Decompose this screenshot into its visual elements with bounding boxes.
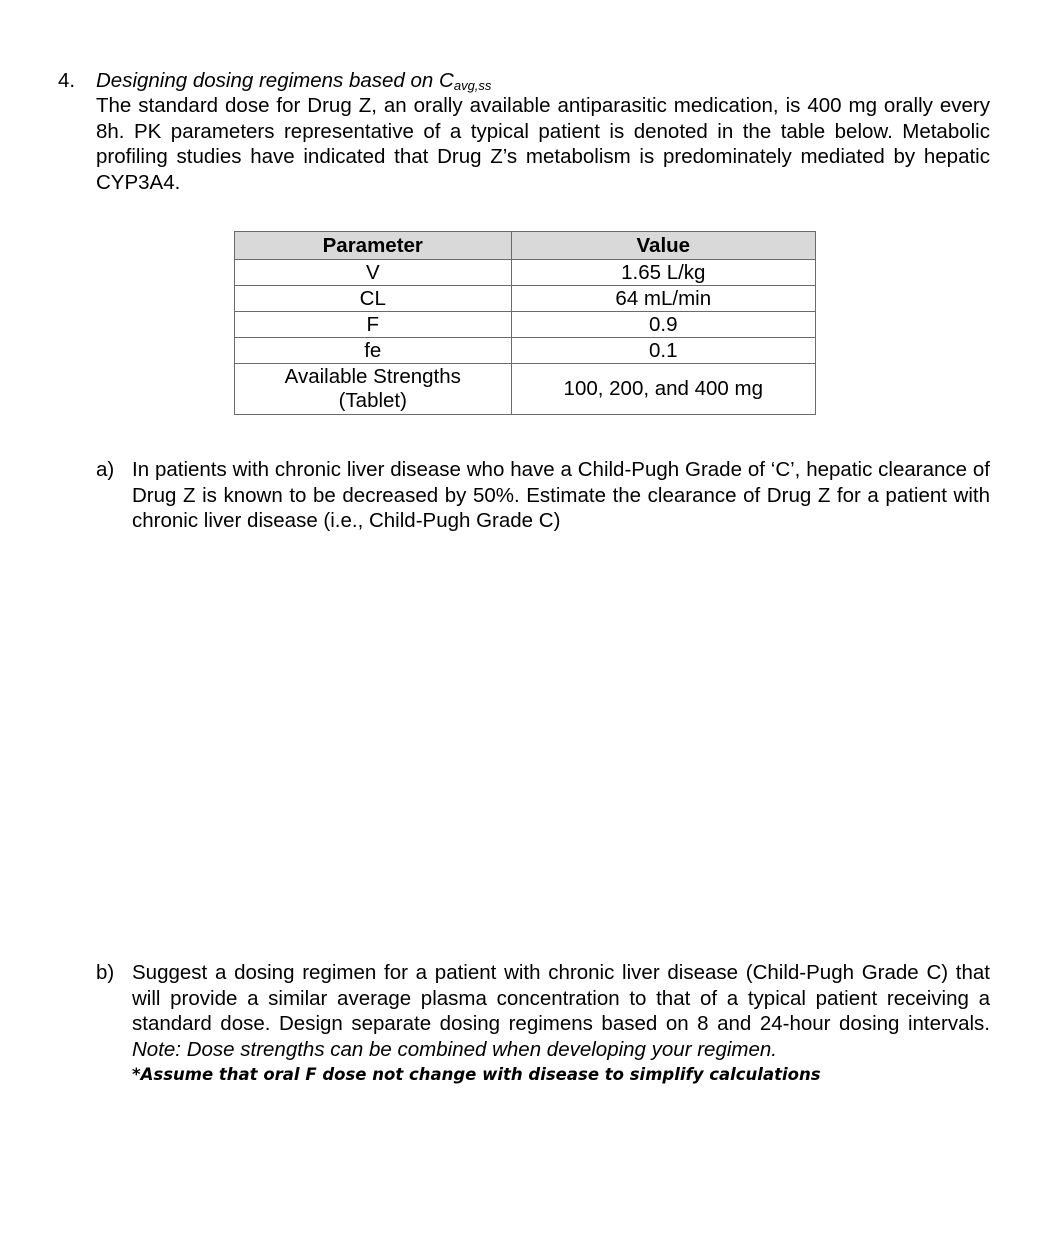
part-b-text: Suggest a dosing regimen for a patient with chronic liver disease (Child-Pugh Grade C) that will provide a similar average plasma concentration to that of a typical patient receiving a standard dose. Design separate dosing regimens based on 8 and 24-hour dosing intervals. bbox=[132, 961, 990, 1035]
part-b-content bbox=[132, 960, 990, 1088]
table-header-row bbox=[235, 232, 816, 260]
part-b-assumption: *Assume that oral F dose not change with disease to simplify calculations bbox=[132, 1065, 821, 1084]
parameter-line-1: Available Strengths bbox=[284, 365, 461, 388]
part-b-note: Note: Dose strengths can be combined when developing your regimen. bbox=[132, 1037, 777, 1061]
part-b-label: b) bbox=[96, 961, 115, 984]
value-cell: 1.65 L/kg bbox=[511, 260, 815, 286]
parameter-cell bbox=[235, 364, 512, 415]
parameter-cell: F bbox=[235, 312, 512, 338]
value-cell: 100, 200, and 400 mg bbox=[511, 364, 815, 415]
value-cell: 0.9 bbox=[511, 312, 815, 338]
question-intro: The standard dose for Drug Z, an orally available antiparasitic medication, is 400 mg orally every 8h. PK parameters representative of a typical patient is denoted in the table below. Metabolic profiling studies have indicated that Drug Z’s metabolism is predominately mediated by hepatic CYP3A4. bbox=[96, 94, 990, 194]
table-row bbox=[235, 286, 816, 312]
question-number: 4. bbox=[58, 69, 76, 92]
parameter-cell: V bbox=[235, 260, 512, 286]
table-row bbox=[235, 364, 816, 415]
question-title bbox=[96, 68, 491, 93]
table-header-value: Value bbox=[511, 232, 815, 260]
table-row bbox=[235, 312, 816, 338]
parameter-line-2: (Tablet) bbox=[338, 389, 407, 412]
parameter-cell: CL bbox=[235, 286, 512, 312]
value-cell: 64 mL/min bbox=[511, 286, 815, 312]
pk-parameter-table bbox=[234, 231, 816, 415]
question-title-text: Designing dosing regimens based on C bbox=[96, 69, 454, 92]
parameter-cell: fe bbox=[235, 338, 512, 364]
table-row bbox=[235, 260, 816, 286]
table-row bbox=[235, 338, 816, 364]
question-title-subscript: avg,ss bbox=[453, 78, 492, 93]
part-a-label: a) bbox=[96, 458, 115, 481]
table-header-parameter: Parameter bbox=[235, 232, 512, 260]
part-a-text: In patients with chronic liver disease who have a Child-Pugh Grade of ‘C’, hepatic clearance of Drug Z is known to be decreased by 50%. Estimate the clearance of Drug Z for a patient with chronic liver disease (i.e., Child-Pugh Grade C) bbox=[132, 458, 990, 532]
value-cell: 0.1 bbox=[511, 338, 815, 364]
